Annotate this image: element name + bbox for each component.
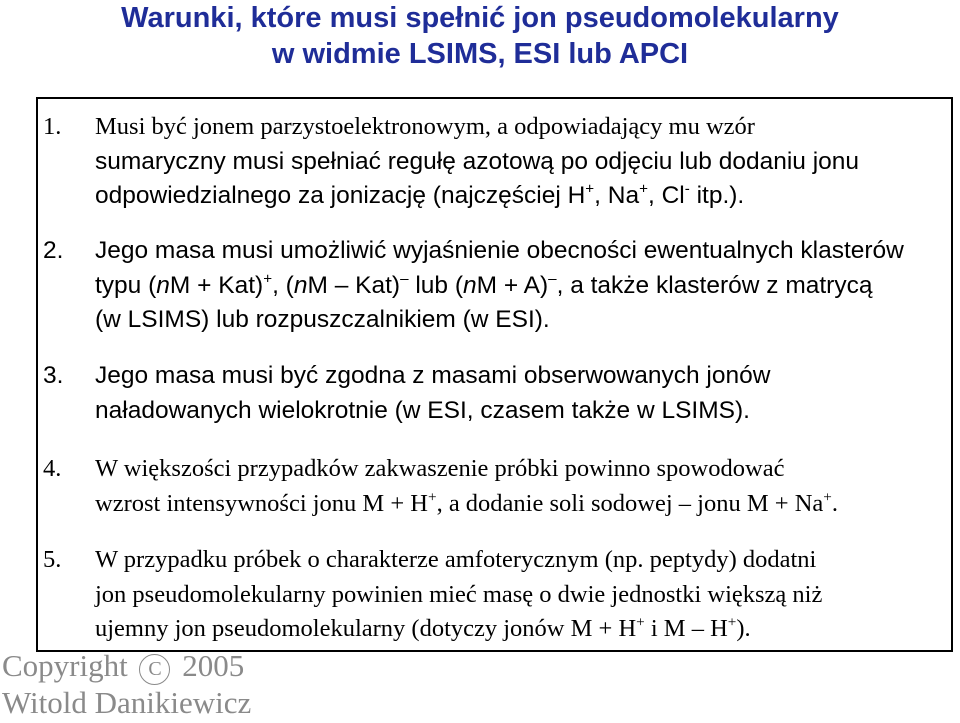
slide-title	[0, 0, 960, 72]
superscript: +	[639, 180, 648, 198]
text-run: ).	[736, 615, 751, 642]
superscript: +	[823, 488, 832, 506]
text-run: odpowiedzialnego za jonizację (najczęściej H	[95, 182, 586, 209]
author-name: Witold Danikiewicz	[2, 685, 252, 720]
item-line: W przypadku próbek o charakterze amfoterycznym (np. peptydy) dodatni	[95, 546, 817, 573]
text-run: ujemny jon pseudomolekularny (dotyczy jonów M + H	[95, 615, 637, 642]
superscript: +	[585, 180, 595, 198]
item-line: Musi być jonem parzystoelektronowym, a odpowiadający mu wzór	[95, 113, 755, 140]
list-item-1	[43, 110, 943, 214]
item-number: 2.	[43, 237, 64, 264]
list-item-2	[43, 234, 943, 338]
item-line	[95, 612, 943, 647]
text-run: i M – H	[644, 615, 728, 642]
text-run: , a dodanie soli sodowej – jonu M + Na	[436, 489, 824, 517]
item-line: Jego masa musi umożliwić wyjaśnienie obecności ewentualnych klasterów	[95, 237, 904, 264]
item-text	[95, 110, 943, 214]
text-run: , (	[272, 271, 294, 299]
copyright-icon: C	[139, 654, 170, 685]
italic-run: n	[463, 271, 477, 299]
item-line: jon pseudomolekularny powinien mieć masę o dwie jednostki większą niż	[95, 580, 823, 608]
item-line: (w LSIMS) lub rozpuszczalnikiem (w ESI).	[95, 306, 550, 333]
list-item-3	[43, 359, 943, 428]
item-line: sumaryczny musi spełniać regułę azotową po odjęciu lub dodaniu jonu	[95, 147, 860, 175]
item-number: 4.	[43, 455, 62, 482]
text-run: M + Kat)	[169, 271, 264, 299]
copyright-line	[2, 646, 244, 686]
copyright-label: Copyright	[2, 648, 128, 683]
item-number: 3.	[43, 362, 64, 389]
item-line: naładowanych wielokrotnie (w ESI, czasem także w LSIMS).	[95, 396, 750, 424]
italic-run: n	[293, 271, 308, 299]
item-line	[95, 179, 943, 214]
text-run: M + A)	[476, 271, 549, 299]
item-line: Jego masa musi być zgodna z masami obserwowanych jonów	[95, 362, 771, 389]
italic-run: n	[156, 271, 170, 299]
superscript: –	[400, 270, 409, 288]
superscript: +	[263, 270, 273, 288]
superscript: +	[636, 613, 645, 631]
title-line-2: w widmie LSIMS, ESI lub APCI	[271, 38, 689, 70]
list-item-5	[43, 543, 943, 647]
item-text	[95, 452, 943, 521]
text-run: typu (	[95, 271, 157, 299]
title-line-1: Warunki, które musi spełnić jon pseudomolekularny	[121, 2, 839, 34]
text-run: wzrost intensywności jonu M + H	[95, 489, 428, 517]
text-run: , Na	[594, 182, 640, 209]
item-line	[95, 487, 943, 522]
superscript: –	[548, 270, 557, 288]
item-text	[95, 359, 943, 428]
text-run: .	[831, 489, 838, 517]
list-item-4	[43, 452, 943, 521]
superscript: -	[684, 180, 690, 198]
text-run: , Cl	[647, 182, 685, 209]
superscript: +	[427, 488, 437, 506]
text-run: , a także klasterów z matrycą	[556, 271, 873, 299]
item-text	[95, 543, 943, 647]
item-line: W większości przypadków zakwaszenie próbki powinno spowodować	[95, 455, 785, 482]
text-run: itp.).	[689, 182, 745, 209]
copyright-year: 2005	[182, 648, 245, 683]
text-run: M – Kat)	[307, 271, 401, 299]
item-text	[95, 234, 943, 338]
item-line	[95, 269, 943, 304]
text-run: lub (	[408, 271, 463, 299]
item-number: 1.	[43, 113, 62, 140]
superscript: +	[727, 613, 737, 631]
item-number: 5.	[43, 546, 62, 573]
